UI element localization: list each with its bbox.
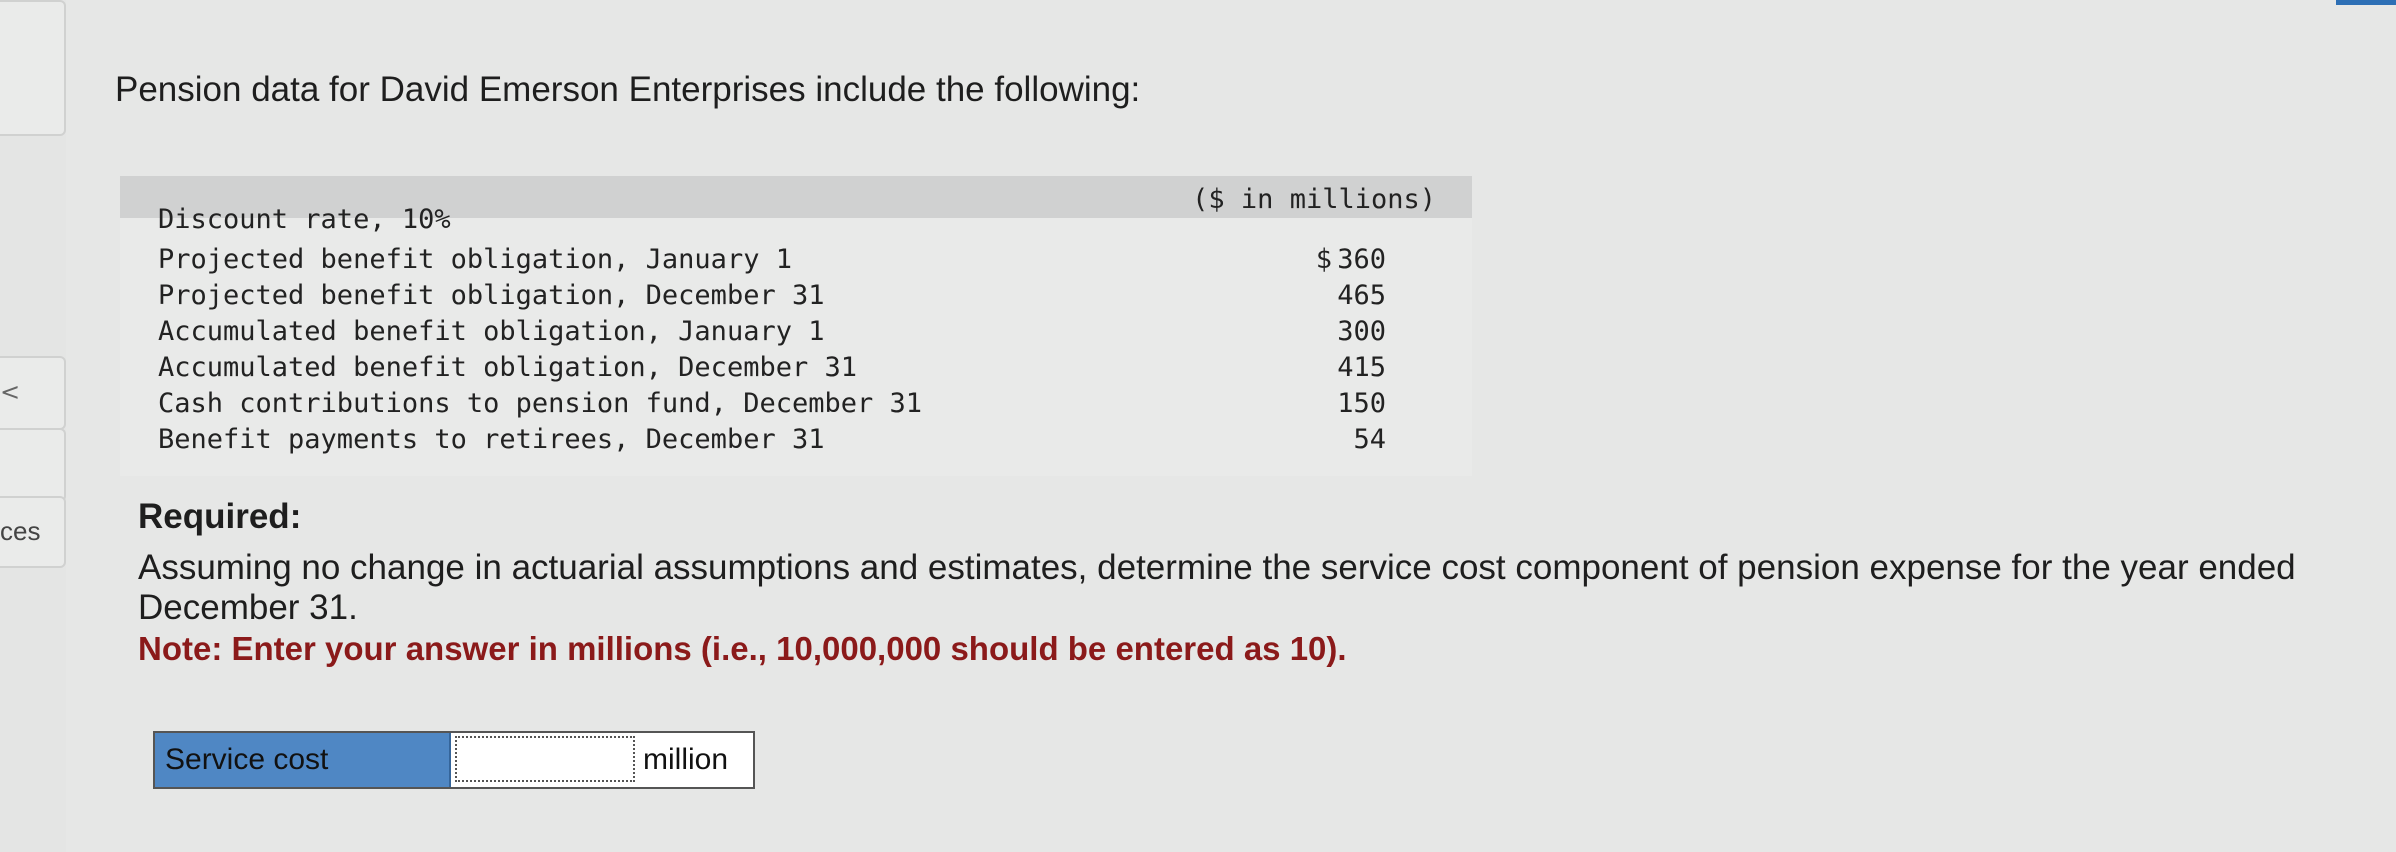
service-cost-input[interactable]: [455, 736, 635, 782]
row-label: Cash contributions to pension fund, December 31: [158, 388, 923, 419]
required-instructions: Assuming no change in actuarial assumptions and estimates, determine the service cost component of pension expense for the year ended December 31.: [138, 548, 2296, 627]
chevron-left-icon[interactable]: <: [0, 378, 21, 406]
row-value: 150: [1337, 388, 1386, 419]
nav-card-middle[interactable]: [0, 428, 66, 502]
row-value: 360: [1337, 244, 1386, 275]
currency-symbol: $: [1315, 244, 1332, 275]
row-label: Discount rate, 10%: [158, 204, 451, 235]
service-cost-label: Service cost: [155, 733, 451, 787]
row-value: 465: [1337, 280, 1386, 311]
row-value: 300: [1337, 316, 1386, 347]
references-label[interactable]: ces: [0, 516, 41, 546]
table-row: [120, 388, 1472, 422]
table-row: [120, 352, 1472, 386]
table-row: [120, 280, 1472, 314]
table-row: [120, 424, 1472, 458]
question-intro: Pension data for David Emerson Enterprises include the following:: [115, 70, 1141, 109]
row-value: 54: [1353, 424, 1386, 455]
row-label: Accumulated benefit obligation, January 1: [158, 316, 825, 347]
pension-data-table: [120, 176, 1472, 476]
row-label: Projected benefit obligation, January 1: [158, 244, 792, 275]
left-nav-strip: [0, 0, 66, 852]
table-row: [120, 204, 1472, 238]
table-row: [120, 316, 1472, 350]
column-header: ($ in millions): [1192, 184, 1436, 215]
row-label: Projected benefit obligation, December 31: [158, 280, 825, 311]
row-label: Accumulated benefit obligation, December 31: [158, 352, 857, 383]
top-accent-bar: [2336, 0, 2396, 5]
answer-format-note: Note: Enter your answer in millions (i.e., 10,000,000 should be entered as 10).: [138, 630, 1347, 667]
nav-card-top[interactable]: [0, 0, 66, 136]
required-heading: Required:: [138, 497, 302, 536]
row-value: 415: [1337, 352, 1386, 383]
row-label: Benefit payments to retirees, December 31: [158, 424, 825, 455]
unit-label: million: [643, 743, 729, 776]
service-cost-answer-row: [153, 731, 755, 789]
table-row: [120, 244, 1472, 278]
